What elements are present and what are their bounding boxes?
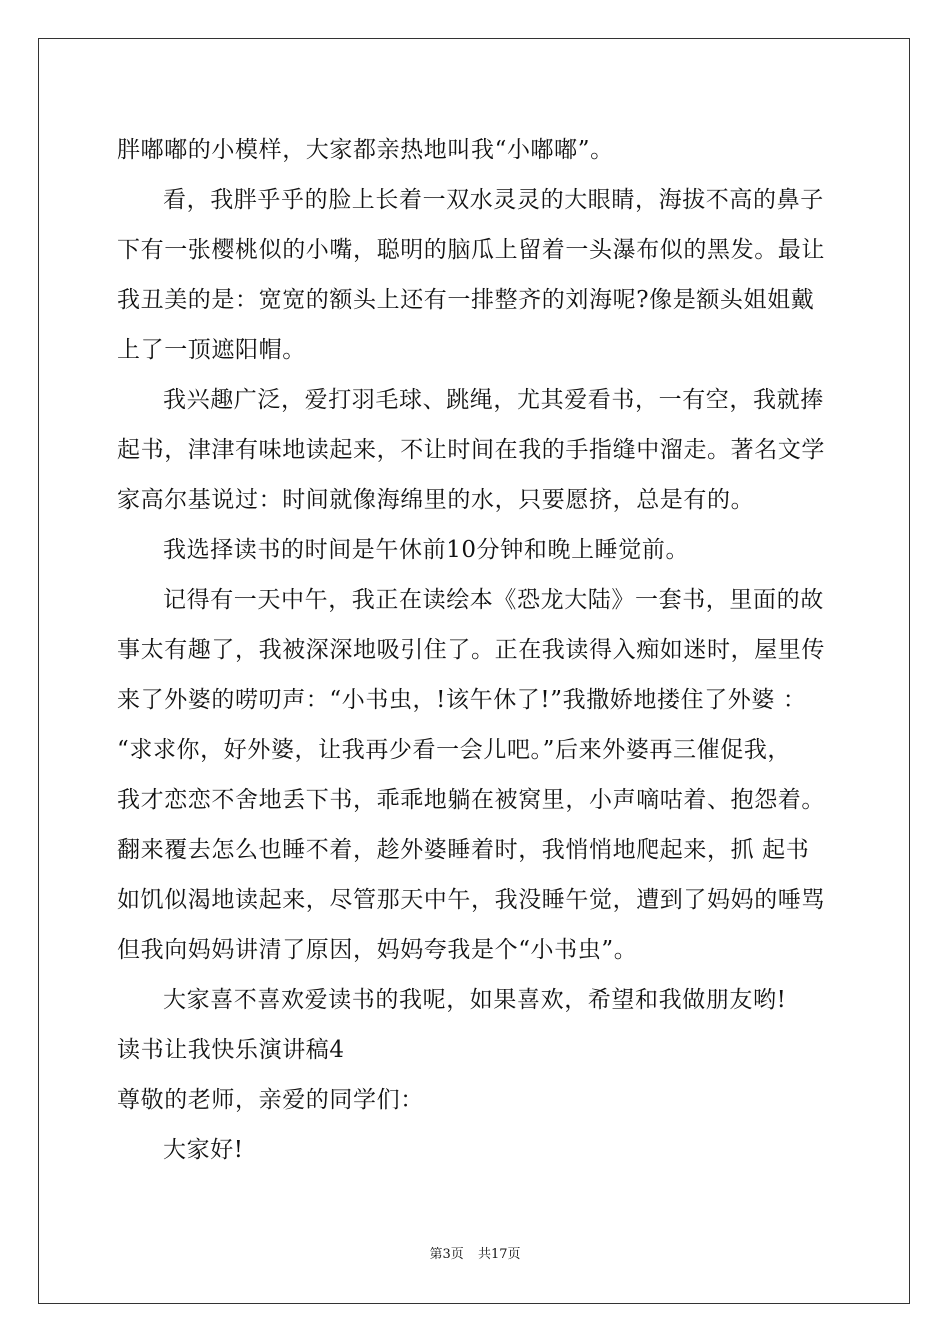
paragraph-line: 翻来覆去怎么也睡不着，趁外婆睡着时，我悄悄地爬起来，抓 起书 xyxy=(117,837,810,863)
paragraph-line: 我才恋恋不舍地丢下书，乖乖地躺在被窝里，小声嘀咕着、抱怨着。 xyxy=(117,787,825,813)
paragraph-line: 事太有趣了，我被深深地吸引住了。正在我读得入痴如迷时，屋里传 xyxy=(117,637,825,663)
paragraph-line: 下有一张樱桃似的小嘴，聪明的脑瓜上留着一头瀑布似的黑发。最让 xyxy=(117,237,825,263)
paragraph-line: 家高尔基说过：时间就像海绵里的水，只要愿挤，总是有的。 xyxy=(117,487,755,513)
paragraph-line: 上了一顶遮阳帽。 xyxy=(117,337,306,363)
paragraph-line: 起书，津津有味地读起来，不让时间在我的手指缝中溜走。著名文学 xyxy=(117,437,825,463)
paragraph-line: 我兴趣广泛，爱打羽毛球、跳绳，尤其爱看书，一有空，我就捧 xyxy=(163,387,824,413)
paragraph-line: 大家喜不喜欢爱读书的我呢，如果喜欢，希望和我做朋友哟! xyxy=(163,987,787,1013)
page-border xyxy=(38,38,910,1304)
paragraph-line: 如饥似渴地读起来，尽管那天中午，我没睡午觉，遭到了妈妈的唾骂 xyxy=(117,887,825,913)
paragraph-line: 但我向妈妈讲清了原因，妈妈夸我是个“小书虫”。 xyxy=(117,937,638,963)
paragraph-line: 我选择读书的时间是午休前10分钟和晚上睡觉前。 xyxy=(163,537,690,563)
greeting-line: 大家好! xyxy=(163,1137,244,1163)
page-total: 共17页 xyxy=(477,1247,521,1262)
page-number: 第3页 xyxy=(429,1247,464,1262)
paragraph-line: 来了外婆的唠叨声：“小书虫，!该午休了!”我撒娇地搂住了外婆 ： xyxy=(117,687,807,713)
paragraph-line: 胖嘟嘟的小模样，大家都亲热地叫我“小嘟嘟”。 xyxy=(117,137,614,163)
section-heading: 读书让我快乐演讲稿4 xyxy=(117,1037,345,1063)
paragraph-line: 我丑美的是：宽宽的额头上还有一排整齐的刘海呢?像是额头姐姐戴 xyxy=(117,287,815,313)
paragraph-line: 记得有一天中午，我正在读绘本《恐龙大陆》一套书，里面的故 xyxy=(163,587,824,613)
salutation-line: 尊敬的老师，亲爱的同学们： xyxy=(117,1087,424,1113)
page-footer xyxy=(0,1247,950,1263)
paragraph-line: “求求你，好外婆，让我再少看一会儿吧。”后来外婆再三催促我， xyxy=(117,737,792,763)
paragraph-line: 看，我胖乎乎的脸上长着一双水灵灵的大眼睛，海拔不高的鼻子 xyxy=(163,187,824,213)
